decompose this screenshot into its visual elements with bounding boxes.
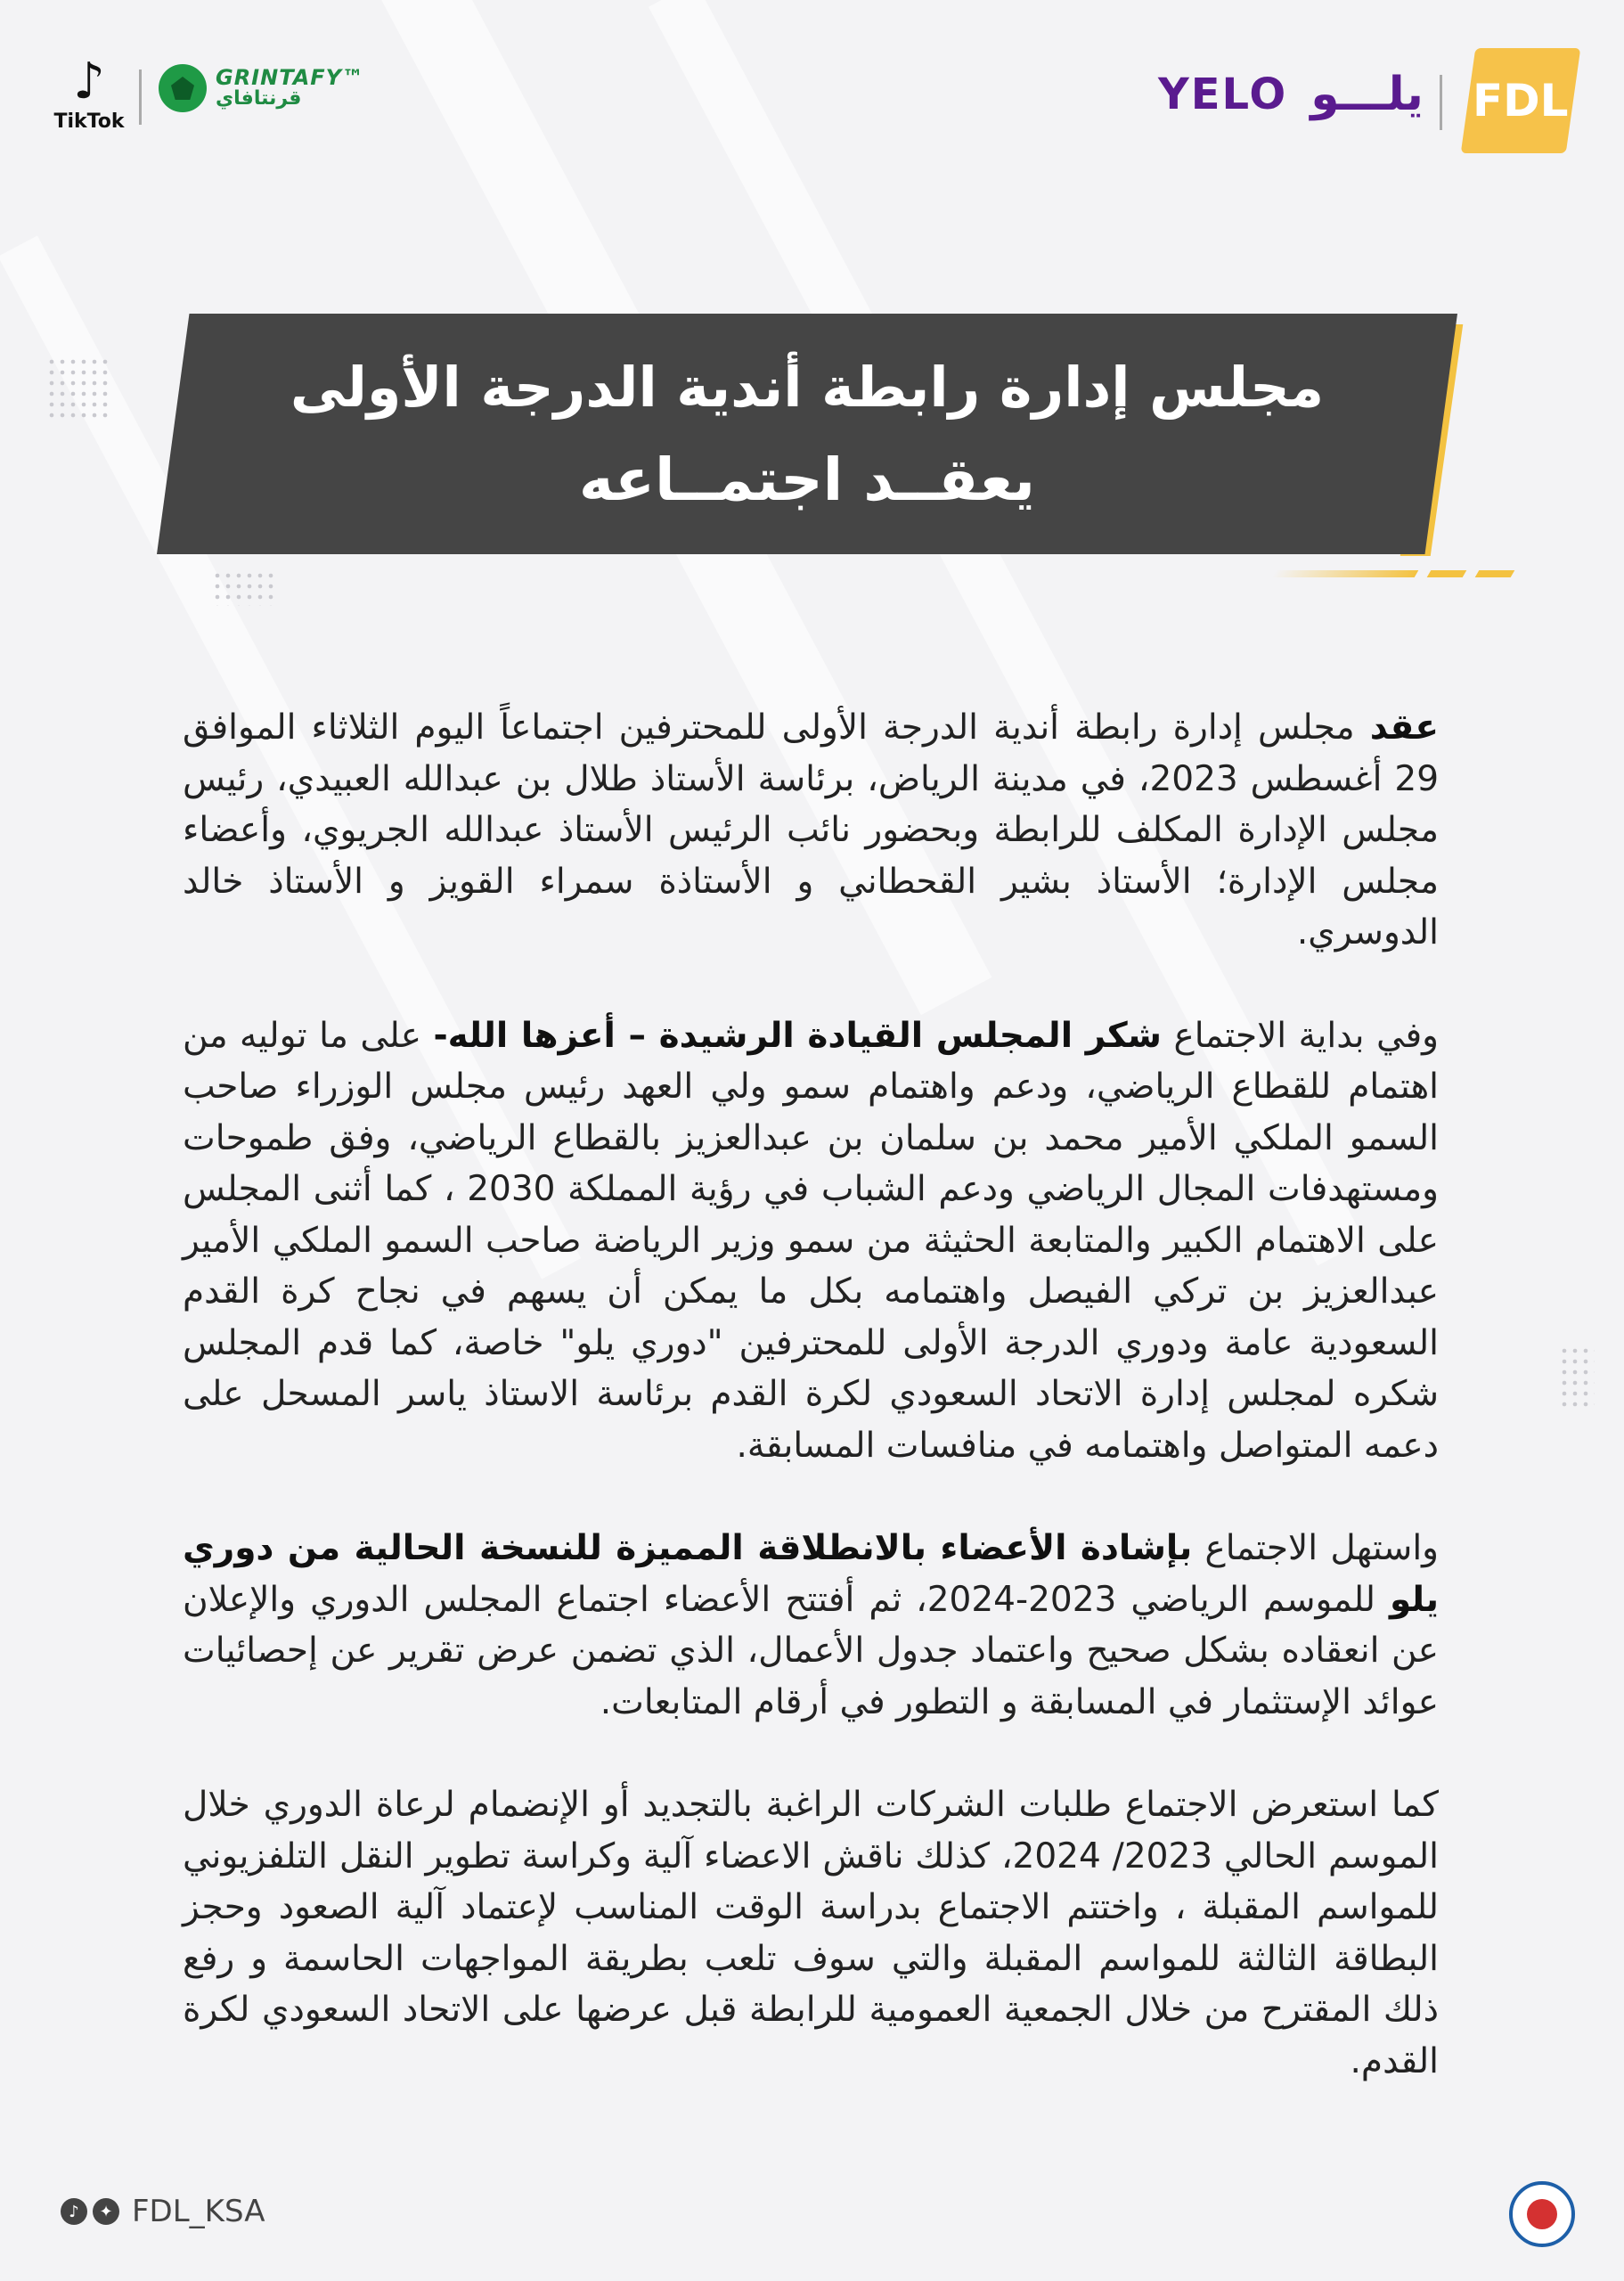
paragraph-2-bold: شكر المجلس القيادة الرشيدة – أعزها الله- <box>433 1015 1163 1056</box>
paragraph-1 <box>183 702 1439 959</box>
logo-divider <box>1440 75 1442 130</box>
tiktok-logo <box>53 53 125 133</box>
paragraph-3-pre: واستهل الاجتماع <box>1192 1528 1439 1568</box>
tiktok-icon[interactable]: ♪ <box>61 2198 87 2225</box>
dot-pattern <box>46 356 109 419</box>
paragraph-3 <box>183 1523 1439 1728</box>
paragraph-2-pre: وفي بداية الاجتماع <box>1162 1015 1439 1056</box>
grintafy-label-ar: قرنتافاي <box>216 87 302 110</box>
paragraph-3-post: للموسم الرياضي 2023-2024، ثم أفتتح الأعضاء اجتماع المجلس الدوري والإعلان عن انعقاده بشكل صحيح واعتماد جدول الأعمال، الذي تضمن عرض تقرير عن إحصائيات عوائد الإستثمار في المسابقة و التطور في أرقام المتابعات. <box>183 1579 1439 1722</box>
logo-divider <box>139 69 142 125</box>
social-handle[interactable]: FDL_KSA <box>132 2194 265 2229</box>
page-title: مجلس إدارة رابطة أندية الدرجة الأولى <box>290 355 1325 420</box>
paragraph-1-lead: عقد <box>1369 707 1439 748</box>
paragraph-3-bold: بإشادة الأعضاء بالانطلاقة المميزة للنسخة الحالية من دوري يلو <box>183 1528 1439 1620</box>
yelo-label-en: YELO <box>1158 69 1288 119</box>
dot-pattern <box>212 570 274 606</box>
grintafy-logo <box>159 64 364 112</box>
paragraph-4: كما استعرض الاجتماع طلبات الشركات الراغبة بالتجديد أو الإنضمام لرعاة الدوري خلال الموسم الحالي 2023/ 2024، كذلك ناقش الاعضاء آلية وكراسة تطوير النقل التلفزيوني للمواسم المقبلة ، واختتم الاجتماع بدراسة الوقت المناسب لإعتماد آلية الصعود وحجز البطاقة الثالثة للمواسم المقبلة والتي سوف تلعب بطريقة المواجهات الحاسمة و رفع ذلك المقترح من خلال الجمعية العمومية للرابطة قبل عرضها على الاتحاد السعودي لكرة القدم. <box>183 1785 1439 2081</box>
tiktok-label: TikTok <box>53 110 125 133</box>
fdl-logo <box>1461 48 1581 153</box>
dot-pattern <box>1559 1345 1595 1408</box>
tiktok-icon: ♪ <box>73 53 105 110</box>
grintafy-label-en: GRINTAFY™ <box>216 65 365 90</box>
football-icon <box>159 64 207 112</box>
article-body <box>183 702 1439 2138</box>
paragraph-2-post: على ما توليه من اهتمام للقطاع الرياضي، ودعم واهتمام سمو ولي العهد رئيس مجلس الوزراء صاحب السمو الملكي الأمير محمد بن سلمان بن عبدالعزيز بالقطاع الرياضي، وفق طموحات ومستهدفات المجال الرياضي ودعم الشباب في رؤية المملكة 2030 ، كما أثنى المجلس على الاهتمام الكبير والمتابعة الحثيثة من سمو وزير الرياضة صاحب السمو الملكي الأمير عبدالعزيز بن تركي الفيصل واهتمامه بكل ما يمكن أن يسهم في نجاح كرة القدم السعودية عامة ودوري الدرجة الأولى للمحترفين "دوري يلو" خاصة، كما قدم المجلس شكره لمجلس إدارة الاتحاد السعودي لكرة القدم برئاسة الاستاذ ياسر المسحل على دعمه المتواصل واهتمامه في منافسات المسابقة. <box>183 1015 1439 1466</box>
yelo-label-ar: يلـــو <box>1310 68 1424 121</box>
footer-social <box>61 2194 265 2229</box>
paragraph-2 <box>183 1010 1439 1472</box>
yelo-logo <box>1158 68 1424 121</box>
title-banner <box>157 314 1457 554</box>
accent-dashes <box>1274 570 1513 577</box>
league-seal-icon <box>1509 2181 1575 2247</box>
fdl-logo-label: FDL <box>1473 75 1569 127</box>
page-subtitle: يعقــد اجتمــاعه <box>578 446 1036 514</box>
twitter-icon[interactable]: ✦ <box>93 2198 119 2225</box>
paragraph-1-text: مجلس إدارة رابطة أندية الدرجة الأولى للمحترفين اجتماعاً اليوم الثلاثاء الموافق 29 أغسطس 2023، في مدينة الرياض، برئاسة الأستاذ طلال بن عبدالله العبيدي، رئيس مجلس الإدارة المكلف للرابطة وبحضور نائب الرئيس الأستاذ عبدالله الجريوي، وأعضاء مجلس الإدارة؛ الأستاذ بشير القحطاني و الأستاذة سمراء القويز و الأستاذ خالد الدوسري. <box>183 707 1440 952</box>
